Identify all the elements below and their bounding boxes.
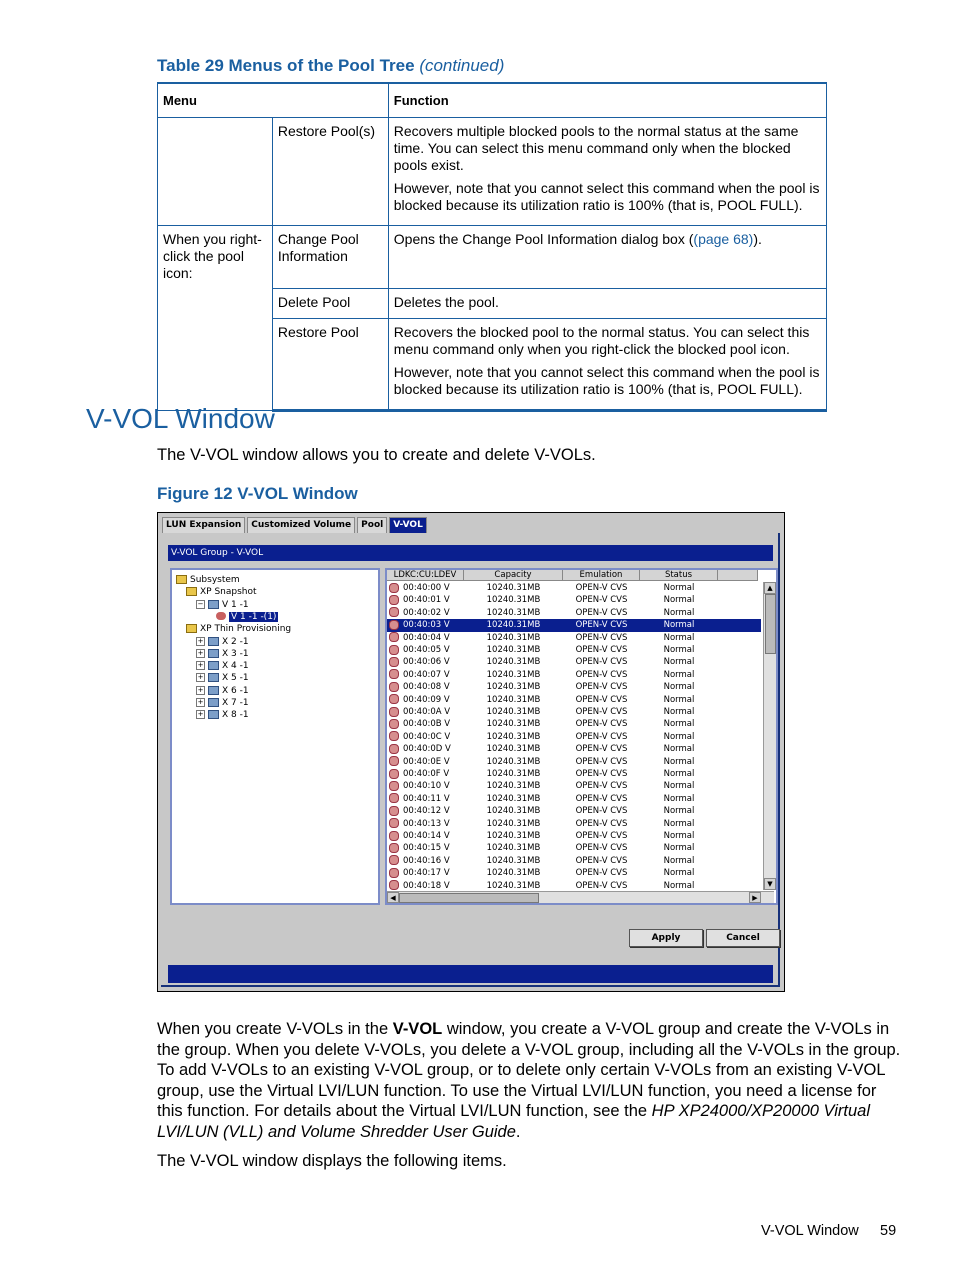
body-paragraph: When you create V-VOLs in the V-VOL window, you create a V-VOL group and create the V-VOLs in the group. When you delete V-VOLs, you delete a V-VOL group, including all the V-VOLs in the group. To add V-VOLs to an existing V-VOL group, or to delete only certain V-VOLs from an existing V-VOL group, use the Virtual LVI/LUN function. To use the Virtual LVI/LUN function, you need a license for this function. For details about the Virtual LVI/LUN function, see the HP XP24000/XP20000 Virtual LVI/LUN (VLL) and Volume Shredder User Guide. [157,1020,901,1141]
column-ldev[interactable]: LDKC:CU:LDEV [387,570,464,581]
function-cell: Deletes the pool. [388,289,826,319]
volume-icon [389,632,399,642]
table-cell: OPEN-V CVS [575,793,628,804]
table-cell: Normal [663,583,695,593]
table-cell: 10240.31MB [486,781,541,792]
table-row [158,118,827,226]
volume-icon [389,607,399,617]
expand-icon[interactable]: + [197,685,204,694]
disk-icon [208,673,219,682]
menu-item-cell: Restore Pool [272,319,388,411]
table-cell: 10240.31MB [486,818,541,829]
table-cell: Normal [663,831,695,841]
table-cell: 00:40:06 V [387,656,464,668]
table-cell: 10240.31MB [486,607,541,618]
table-cell: OPEN-V CVS [575,669,628,680]
table-row[interactable] [387,793,761,805]
figure-caption: Figure 12 V-VOL Window [157,484,358,503]
column-extra [718,570,758,581]
function-cell [388,319,826,411]
table-row[interactable] [387,718,761,730]
table-cell: Normal [663,868,695,879]
menu-group-cell: When you right-click the pool icon: [158,226,273,411]
status-bar [168,965,773,983]
disk-icon [208,661,219,670]
tree-node[interactable] [196,709,249,721]
tab-lun-expansion[interactable]: LUN Expansion [162,517,245,533]
table-cell: Normal [663,669,695,680]
header-menu: Menu [158,83,389,118]
page-link[interactable]: (page 68) [693,231,754,247]
table-row[interactable] [387,706,761,718]
tree-node[interactable] [196,648,249,660]
tree-node-label: V 1 -1 -(1) [231,611,277,622]
volume-icon [389,645,399,655]
volume-icon [216,612,226,620]
table-cell: OPEN-V CVS [575,781,628,792]
body-paragraph-2: The V-VOL window displays the following items. [157,1152,507,1170]
column-status[interactable]: Status [640,570,718,581]
panel-title: V-VOL Group - V-VOL [168,545,773,561]
tab-pool[interactable]: Pool [357,517,387,533]
volume-icon [389,880,399,890]
table-row[interactable] [387,756,761,768]
column-emulation[interactable]: Emulation [563,570,640,581]
vertical-scroll-thumb[interactable] [765,594,776,654]
table-cell: OPEN-V CVS [575,806,628,817]
tree-node-label: X 7 -1 [222,698,249,708]
table-cell: OPEN-V CVS [575,769,628,779]
table-cell: OPEN-V CVS [575,719,628,730]
table-cell: Normal [663,694,695,705]
table-cell: 10240.31MB [486,731,541,742]
window-name: V-VOL [392,1020,443,1038]
table-cell: Normal [663,707,695,717]
tree-node-label: X 4 -1 [222,661,249,672]
table-cell: Normal [663,818,695,829]
volume-icon [389,744,399,754]
table-cell: Normal [663,607,695,618]
table-cell: 00:40:0A V [387,706,464,718]
table-cell: 10240.31MB [486,744,541,755]
table-cell: OPEN-V CVS [575,731,628,742]
vvol-tree [170,568,380,905]
table-row[interactable] [387,619,761,631]
expand-icon[interactable]: + [197,698,204,706]
volume-icon [389,595,399,605]
volume-icon [389,719,399,729]
table-cell: 00:40:05 V [387,644,464,656]
table-cell: 10240.31MB [486,868,541,879]
menu-group-cell [158,118,273,226]
menu-item-cell: Delete Pool [272,289,388,319]
table-row[interactable] [387,768,761,780]
expand-icon[interactable]: + [197,710,204,719]
table-row[interactable] [387,855,761,867]
table-cell: OPEN-V CVS [575,583,628,593]
folder-icon [176,575,187,584]
function-note: However, note that you cannot select this command when the pool is blocked because its utilization ratio is 100% (that is, POOL FULL). [393,364,820,397]
table-cell: OPEN-V CVS [575,607,628,618]
table-cell: 00:40:01 V [387,594,464,606]
table-cell: 00:40:09 V [387,694,464,706]
intro-text: The V-VOL window allows you to create and delete V-VOLs. [157,446,596,464]
table-cell: 10240.31MB [486,855,541,866]
function-text: Recovers the blocked pool to the normal status. You can select this menu command only when you right-click the blocked pool icon. [393,324,810,357]
horizontal-scroll-thumb[interactable] [399,893,539,903]
table-cell: 10240.31MB [486,669,541,680]
table-cell: OPEN-V CVS [575,855,628,866]
tree-node[interactable] [196,672,249,684]
table-row[interactable] [387,780,761,792]
table-cell: 10240.31MB [486,843,541,854]
table-cell: 10240.31MB [486,632,541,643]
column-capacity[interactable]: Capacity [464,570,563,581]
table-cell: OPEN-V CVS [575,744,628,755]
table-cell: Normal [663,744,695,755]
table-row[interactable] [387,681,761,693]
tree-node[interactable] [196,660,249,672]
table-cell: 10240.31MB [486,806,541,817]
table-cell: Normal [663,806,695,817]
apply-button[interactable]: Apply [629,929,703,947]
table-cell: Normal [663,632,695,643]
table-cell: OPEN-V CVS [575,707,628,717]
volume-icon [389,583,399,593]
table-cell: Normal [663,645,695,655]
tree-node-label: V 1 -1 [222,599,249,610]
disk-icon [208,686,219,695]
volume-icon [389,731,399,741]
table-row[interactable] [387,594,761,606]
table-cell: 00:40:10 V [387,780,464,792]
table-cell: 00:40:0F V [387,768,464,780]
table-cell: Normal [663,595,695,606]
scroll-left-icon[interactable]: ◀ [387,892,399,903]
table-cell: OPEN-V CVS [575,645,628,655]
tree-node-label: XP Thin Provisioning [200,624,292,635]
table-cell: Normal [663,756,695,767]
disk-icon [208,600,219,609]
table-row[interactable] [387,694,761,706]
tree-node[interactable] [216,611,278,623]
volume-icon [389,806,399,816]
tree-node-label: X 3 -1 [222,648,249,659]
volume-icon [389,756,399,766]
volume-icon [389,620,399,630]
vertical-scrollbar[interactable] [763,582,776,890]
table-cell: 00:40:03 V [387,619,464,631]
vvol-list [385,568,778,905]
page-number: 59 [880,1223,897,1239]
table-row[interactable] [387,842,761,854]
table-cell: 00:40:04 V [387,632,464,644]
header-function: Function [388,83,826,118]
table-cell: 00:40:08 V [387,681,464,693]
expand-icon[interactable]: + [197,648,204,657]
table-cell: Normal [663,843,695,854]
expand-icon[interactable]: + [197,661,204,670]
disk-icon [208,710,219,719]
tree-node-label: XP Snapshot [200,587,257,598]
table-row[interactable] [387,656,761,668]
table-cell: 00:40:12 V [387,805,464,817]
table-cell: OPEN-V CVS [575,756,628,767]
function-cell [388,118,826,226]
table-cell: OPEN-V CVS [575,657,628,668]
tree-node-label: X 2 -1 [222,636,249,647]
volume-icon [389,657,399,667]
table-cell: Normal [663,880,695,891]
volume-icon [389,781,399,791]
tree-node-label: X 6 -1 [222,685,249,696]
table-cell: 10240.31MB [486,682,541,693]
function-cell: Opens the Change Pool Information dialog box ((page 68)). [388,226,826,289]
table-cell: OPEN-V CVS [575,868,628,879]
scroll-right-icon[interactable]: ▶ [749,892,761,903]
table-cell: 00:40:15 V [387,842,464,854]
table-cell: Normal [663,719,695,730]
table-row[interactable] [387,731,761,743]
table-cell: 00:40:13 V [387,818,464,830]
table-cell: 10240.31MB [486,694,541,705]
footer-section: V-VOL Window [761,1223,859,1239]
tree-node[interactable] [196,636,249,648]
table-row [158,226,827,289]
tab-bar [162,517,429,533]
table-cell: OPEN-V CVS [575,632,628,643]
table-cell: 00:40:11 V [387,793,464,805]
table-cell: 00:40:02 V [387,607,464,619]
table-cell: OPEN-V CVS [575,843,628,854]
table-cell: 10240.31MB [486,620,541,631]
volume-icon [389,769,399,779]
table-cell: Normal [663,855,695,866]
table-cell: 10240.31MB [486,880,541,891]
volume-icon [389,694,399,704]
disk-icon [208,649,219,658]
table-cell: OPEN-V CVS [575,620,628,631]
table-cell: OPEN-V CVS [575,595,628,606]
table-cell: 00:40:0C V [387,731,464,743]
table-cell: 10240.31MB [486,707,541,717]
tree-node[interactable] [196,697,249,709]
table-cell: 10240.31MB [486,645,541,655]
scroll-up-icon[interactable]: ▲ [764,582,776,594]
table-cell: OPEN-V CVS [575,880,628,891]
table-cell: Normal [663,793,695,804]
table-cell: 10240.31MB [486,583,541,593]
tree-node[interactable] [196,599,249,611]
table-cell: Normal [663,657,695,668]
cancel-button[interactable]: Cancel [706,929,780,947]
table-cell: 10240.31MB [486,719,541,730]
table-cell: OPEN-V CVS [575,682,628,693]
tree-node[interactable] [196,685,249,697]
folder-icon [186,624,197,633]
table-cell: 00:40:16 V [387,855,464,867]
expand-icon[interactable]: − [197,599,204,608]
list-header [387,570,758,582]
tree-node-label: Subsystem [190,575,240,585]
volume-icon [389,793,399,803]
table-cell: 00:40:17 V [387,867,464,879]
menu-item-cell: Change Pool Information [272,226,388,289]
table-cell: Normal [663,781,695,792]
table-cell: 00:40:0D V [387,743,464,755]
tab-vvol[interactable]: V-VOL [389,517,427,533]
table-caption [157,56,504,76]
disk-icon [208,637,219,646]
table-row[interactable] [387,644,761,656]
table-row[interactable] [387,743,761,755]
table-cell: Normal [663,731,695,742]
table-row[interactable] [387,867,761,879]
section-title: V-VOL Window [86,403,275,434]
disk-icon [208,698,219,707]
table-cell: 10240.31MB [486,595,541,606]
table-row[interactable] [387,669,761,681]
table-row[interactable] [387,582,761,594]
table-row[interactable] [387,805,761,817]
table-cell: 10240.31MB [486,831,541,841]
table-row[interactable] [387,818,761,830]
table-cell: 00:40:0E V [387,756,464,768]
table-cell: 10240.31MB [486,793,541,804]
table-cell: 00:40:00 V [387,582,464,594]
volume-icon [389,707,399,717]
expand-icon[interactable]: + [197,673,204,682]
volume-icon [389,682,399,692]
volume-icon [389,868,399,878]
table-header-row [158,83,827,118]
table-caption-continued: (continued) [419,56,505,75]
horizontal-scrollbar[interactable] [387,891,774,903]
table-row[interactable] [387,830,761,842]
table-cell: 00:40:18 V [387,880,464,892]
table-cell: OPEN-V CVS [575,831,628,841]
table-cell: 10240.31MB [486,769,541,779]
tree-node-label: X 5 -1 [222,673,249,684]
volume-icon [389,855,399,865]
volume-icon [389,818,399,828]
table-cell: 00:40:14 V [387,830,464,842]
table-cell: Normal [663,620,695,631]
table-cell: Normal [663,682,695,693]
table-row[interactable] [387,632,761,644]
table-cell: 10240.31MB [486,657,541,668]
menu-item-cell: Restore Pool(s) [272,118,388,226]
table-row[interactable] [387,607,761,619]
table-cell: 00:40:07 V [387,669,464,681]
function-text: Recovers multiple blocked pools to the normal status at the same time. You can select this menu command only when the blocked pools exist. [393,123,799,173]
volume-icon [389,843,399,853]
pool-tree-menu-table [157,82,827,412]
volume-icon [389,669,399,679]
scroll-down-icon[interactable]: ▼ [764,878,776,890]
table-cell: Normal [663,769,695,779]
tab-customized-volume[interactable]: Customized Volume [247,517,355,533]
expand-icon[interactable]: + [197,636,204,645]
vvol-window-screenshot [157,512,785,992]
volume-icon [389,831,399,841]
folder-icon [186,587,197,596]
table-cell: 10240.31MB [486,756,541,767]
tree-node[interactable] [176,574,240,586]
table-cell: OPEN-V CVS [575,818,628,829]
function-note: However, note that you cannot select this command when the pool is blocked because its utilization ratio is 100% (that is, POOL FULL). [393,180,820,213]
table-cell: OPEN-V CVS [575,694,628,705]
tree-node[interactable] [186,586,257,598]
tree-node[interactable] [186,623,291,635]
table-caption-title: Table 29 Menus of the Pool Tree [157,56,415,75]
tree-node-label: X 8 -1 [222,710,249,721]
guide-title: HP XP24000/XP20000 Virtual LVI/LUN (VLL) and Volume Shredder User Guide [157,1102,870,1141]
table-cell: 00:40:0B V [387,718,464,730]
